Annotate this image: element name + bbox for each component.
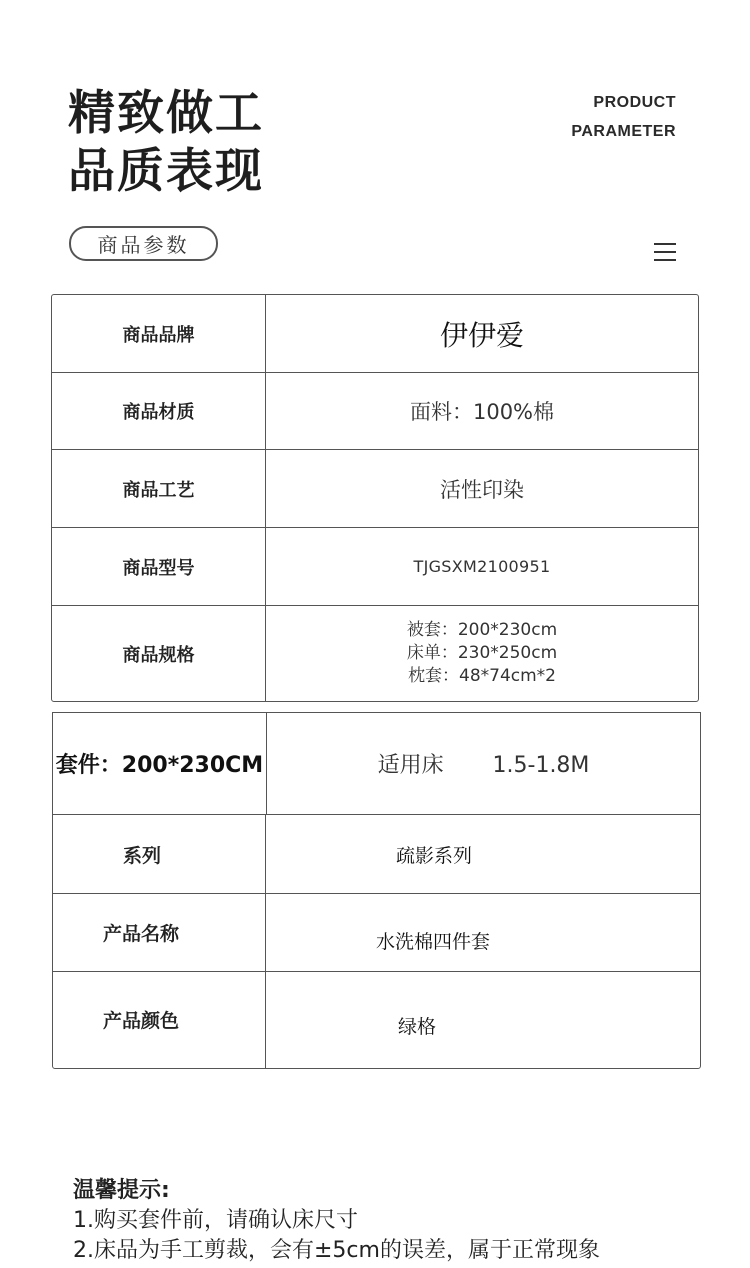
product-name-value: 水洗棉四件套 <box>376 931 491 953</box>
table-row-spec <box>52 606 698 701</box>
table-row-color <box>53 972 700 1068</box>
table-row-set <box>53 713 700 815</box>
row-label: 商品材质 <box>52 373 266 449</box>
spec-line-duvet: 被套：200*230cm <box>406 620 558 640</box>
table-row-model <box>52 528 698 606</box>
row-label: 商品品牌 <box>52 295 266 372</box>
title-line-1: 精致做工 <box>68 86 264 141</box>
english-title-line-1: PRODUCT <box>593 94 676 111</box>
color-value: 绿格 <box>398 1016 437 1038</box>
row-label: 产品颜色 <box>53 972 266 1068</box>
material-value: 面料：100%棉 <box>409 400 555 424</box>
brand-value: 伊伊爱 <box>439 318 524 352</box>
tips-block <box>73 1176 600 1266</box>
product-table <box>52 712 701 1069</box>
menu-icon[interactable] <box>654 243 676 261</box>
bed-size-value: 适用床 1.5-1.8M <box>377 753 590 778</box>
row-label: 系列 <box>53 815 266 893</box>
spec-value <box>266 606 698 701</box>
table-row-craft <box>52 450 698 528</box>
set-size-label: 套件：200*230CM <box>53 713 267 814</box>
series-value: 疏影系列 <box>396 844 473 867</box>
title-line-2: 品质表现 <box>68 144 264 199</box>
spec-line-pillow: 枕套：48*74cm*2 <box>408 666 556 686</box>
table-row-name <box>53 894 700 972</box>
section-pill: 商品参数 <box>69 226 218 261</box>
tip-line-2: 2.床品为手工剪裁，会有±5cm的误差，属于正常现象 <box>73 1238 600 1263</box>
parameter-table <box>51 294 699 702</box>
tip-line-1: 1.购买套件前，请确认床尺寸 <box>73 1208 358 1233</box>
table-row-series <box>53 815 700 894</box>
table-row-material <box>52 373 698 450</box>
row-label: 商品型号 <box>52 528 266 605</box>
tips-title: 温馨提示: <box>73 1178 170 1203</box>
row-label: 商品规格 <box>52 606 266 701</box>
table-row-brand <box>52 295 698 373</box>
row-label: 产品名称 <box>53 894 266 971</box>
craft-value: 活性印染 <box>440 477 524 502</box>
english-title-line-2: PARAMETER <box>571 123 676 140</box>
model-value: TJGSXM2100951 <box>413 557 551 576</box>
row-label: 商品工艺 <box>52 450 266 527</box>
spec-line-sheet: 床单：230*250cm <box>406 643 558 663</box>
